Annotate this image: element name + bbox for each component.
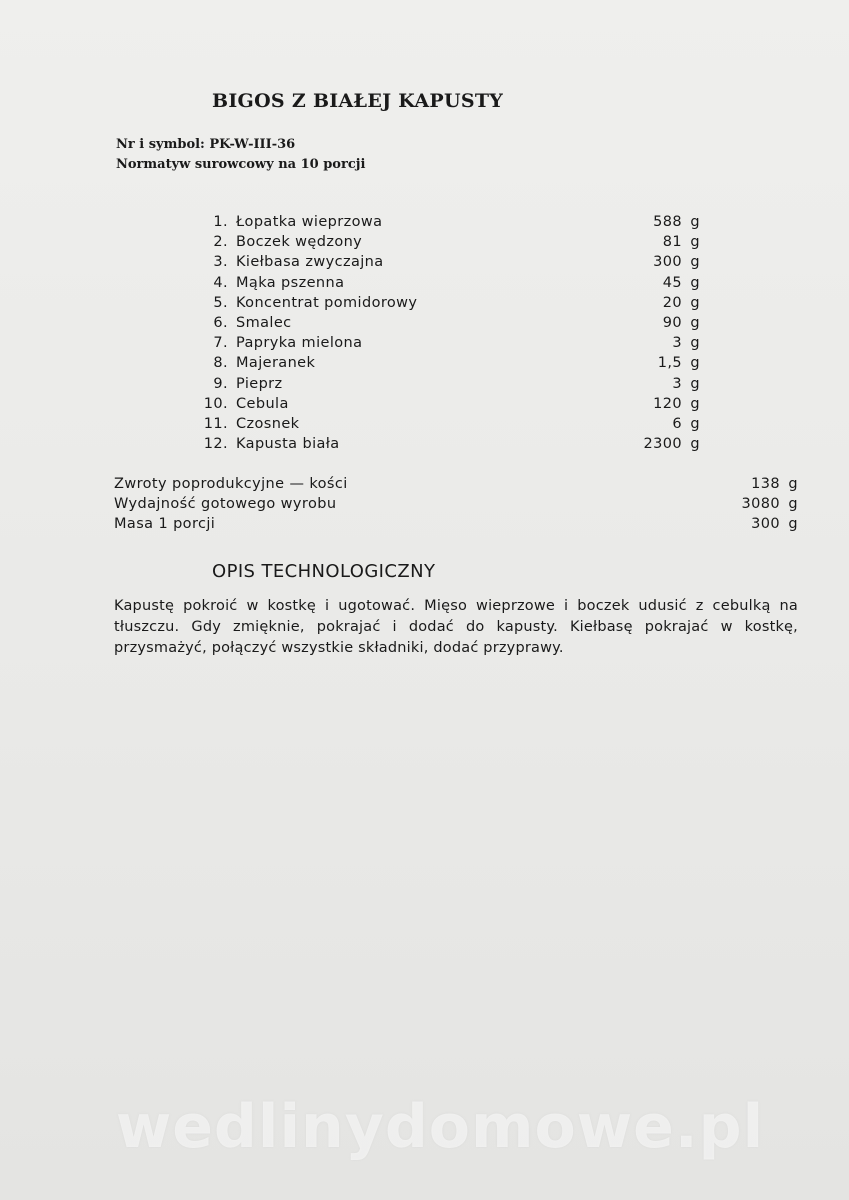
ingredient-number: 6. [213,314,228,331]
ingredient-unit: g [690,335,700,352]
ingredient-quantity: 20 [662,294,682,311]
ingredient-quantity: 81 [662,234,682,251]
ingredient-unit: g [690,314,700,331]
ingredient-name: Papryka mielona [236,335,363,352]
ingredient-unit: g [690,375,700,392]
section-heading: OPIS TECHNOLOGICZNY [212,561,436,582]
ingredient-row [200,232,700,252]
ingredient-quantity: 120 [653,395,682,412]
ingredient-unit: g [690,355,700,372]
ingredient-number: 2. [213,234,228,251]
ingredient-name: Cebula [236,395,289,412]
summary-label: Wydajność gotowego wyrobu [114,496,337,512]
summary-row-portion [114,514,798,534]
summary-unit: g [788,476,798,492]
summary-quantity: 3080 [741,496,780,512]
ingredient-unit: g [690,436,700,453]
recipe-title: BIGOS Z BIAŁEJ KAPUSTY [212,90,504,112]
ingredient-number: 10. [203,395,228,412]
ingredient-name: Boczek wędzony [236,234,363,251]
ingredient-list [200,212,700,454]
ingredient-name: Majeranek [236,355,316,372]
ingredient-row [200,313,700,333]
recipe-norm: Normatyw surowcowy na 10 porcji [116,157,366,172]
ingredient-unit: g [690,234,700,251]
ingredient-name: Łopatka wieprzowa [236,214,383,230]
ingredient-number: 1. [213,214,228,230]
ingredient-quantity: 90 [662,314,682,331]
ingredient-quantity: 2300 [643,436,682,453]
ingredient-name: Smalec [236,314,292,331]
summary-label: Masa 1 porcji [114,516,216,532]
ingredient-row [200,414,700,434]
ingredient-row [200,353,700,373]
summary-row-yield [114,494,798,514]
ingredient-number: 8. [213,355,228,372]
ingredient-number: 9. [213,375,228,392]
summary-quantity: 300 [751,516,780,532]
ingredient-unit: g [690,395,700,412]
summary-quantity: 138 [751,476,780,492]
ingredient-row [200,434,700,454]
ingredient-row [200,374,700,394]
ingredient-quantity: 45 [662,274,682,291]
ingredient-row [200,212,700,232]
ingredient-number: 12. [203,436,228,453]
ingredient-number: 4. [213,274,228,291]
ingredient-quantity: 3 [672,335,682,352]
ingredient-quantity: 1,5 [657,355,682,372]
ingredient-name: Pieprz [236,375,283,392]
summary-unit: g [788,516,798,532]
ingredient-row [200,394,700,414]
ingredient-unit: g [690,254,700,271]
ingredient-number: 3. [213,254,228,271]
ingredient-name: Kiełbasa zwyczajna [236,254,384,271]
summary-row-returns [114,474,798,494]
ingredient-name: Koncentrat pomidorowy [236,294,418,311]
technology-description: Kapustę pokroić w kostkę i ugotować. Mięso wieprzowe i boczek udusić z cebulką na tłuszczu. Gdy zmięknie, pokrajać i dodać do kapusty. Kiełbasę pokrajać w kostkę, przysmażyć, połączyć wszystkie składniki, dodać przyprawy. [114,598,798,656]
recipe-symbol: Nr i symbol: PK-W-III-36 [116,137,296,152]
ingredient-number: 11. [203,415,228,432]
ingredient-number: 5. [213,294,228,311]
ingredient-quantity: 588 [653,214,682,230]
ingredient-row [200,333,700,353]
ingredient-unit: g [690,214,700,230]
ingredient-row [200,252,700,272]
ingredient-quantity: 300 [653,254,682,271]
ingredient-name: Mąka pszenna [236,274,345,291]
ingredient-name: Kapusta biała [236,436,340,453]
ingredient-unit: g [690,415,700,432]
ingredient-unit: g [690,274,700,291]
ingredient-name: Czosnek [236,415,300,432]
ingredient-row [200,293,700,313]
ingredient-number: 7. [213,335,228,352]
ingredient-unit: g [690,294,700,311]
summary-unit: g [788,496,798,512]
yield-summary [114,474,798,534]
watermark: wedlinydomowe.pl [115,1092,765,1162]
ingredient-row [200,273,700,293]
ingredient-quantity: 6 [672,415,682,432]
summary-label: Zwroty poprodukcyjne — kości [114,476,348,492]
ingredient-quantity: 3 [672,375,682,392]
